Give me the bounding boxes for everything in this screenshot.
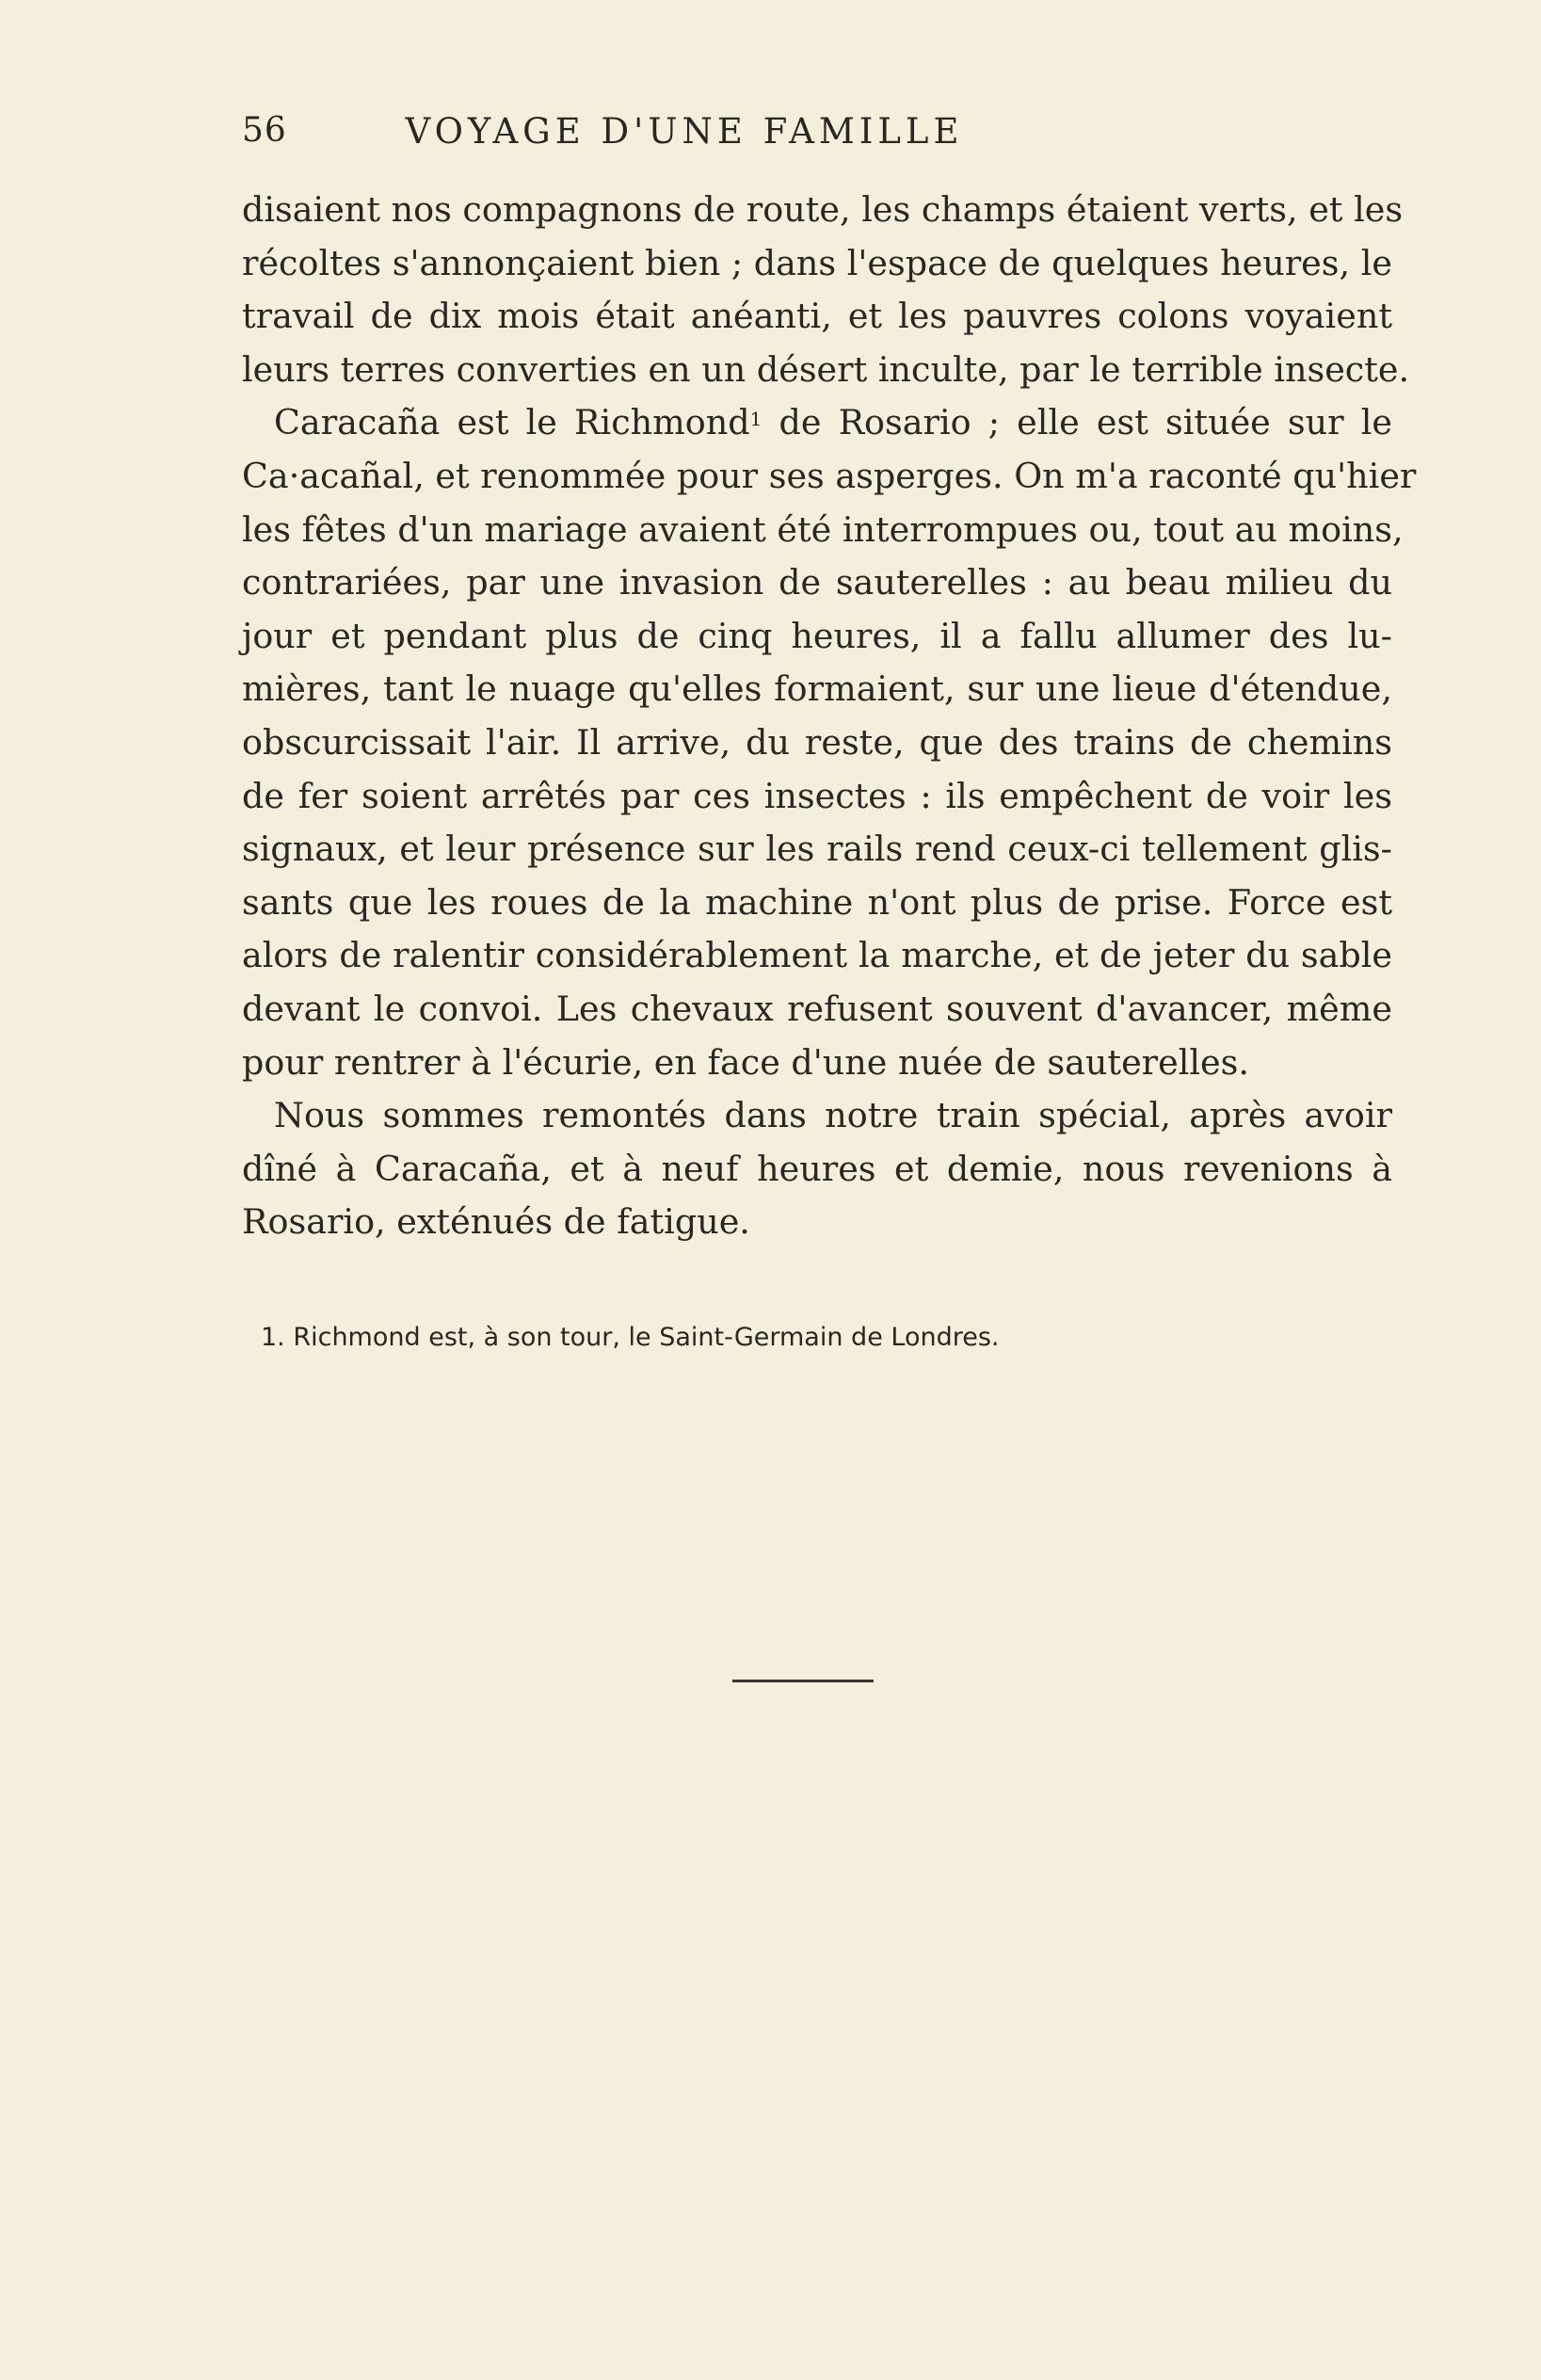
text-line: Nous sommes remontés dans notre train spécial, après avoir bbox=[274, 1095, 1392, 1136]
footnote-reference[interactable]: 1 bbox=[749, 408, 762, 431]
text-line: alors de ralentir considérablement la marche, et de jeter du sable bbox=[242, 935, 1392, 976]
running-head: VOYAGE D'UNE FAMILLE bbox=[405, 111, 964, 152]
page-number: 56 bbox=[242, 111, 287, 150]
footnote: 1. Richmond est, à son tour, le Saint-Germain de Londres. bbox=[261, 1323, 1000, 1352]
text-segment: de Rosario ; elle est située sur le bbox=[762, 402, 1392, 443]
text-line: Ca·acañal, et renommée pour ses asperges. On m'a raconté qu'hier bbox=[242, 455, 1417, 496]
text-line: Rosario, exténués de fatigue. bbox=[242, 1201, 750, 1243]
text-line: travail de dix mois était anéanti, et les pauvres colons voyaient bbox=[242, 296, 1392, 337]
text-line-with-footnote-ref bbox=[242, 396, 1392, 450]
text-line: obscurcissait l'air. Il arrive, du reste, que des trains de chemins bbox=[242, 721, 1392, 763]
text-line: sants que les roues de la machine n'ont plus de prise. Force est bbox=[242, 881, 1392, 923]
text-line: récoltes s'annonçaient bien ; dans l'espace de quelques heures, le bbox=[242, 242, 1392, 283]
text-line: mières, tant le nuage qu'elles formaient, sur une lieue d'étendue, bbox=[242, 668, 1392, 710]
text-line: devant le convoi. Les chevaux refusent souvent d'avancer, même bbox=[242, 988, 1392, 1029]
text-line: pour rentrer à l'écurie, en face d'une nuée de sauterelles. bbox=[242, 1041, 1249, 1083]
text-line: leurs terres converties en un désert inculte, par le terrible insecte. bbox=[242, 348, 1410, 390]
paragraph-3 bbox=[242, 1089, 1392, 1249]
paragraph-1 bbox=[242, 184, 1410, 396]
text-line: de fer soient arrêtés par ces insectes : ils empêchent de voir les bbox=[242, 775, 1392, 816]
end-rule bbox=[732, 1680, 874, 1682]
text-line: signaux, et leur présence sur les rails rend ceux-ci tellement glis- bbox=[242, 828, 1392, 870]
text-line: disaient nos compagnons de route, les champs étaient verts, et les bbox=[242, 189, 1404, 230]
text-segment: Caracaña est le Richmond bbox=[274, 402, 750, 443]
text-line: jour et pendant plus de cinq heures, il a fallu allumer des lu- bbox=[242, 615, 1392, 656]
text-line: les fêtes d'un mariage avaient été interrompues ou, tout au moins, bbox=[242, 508, 1404, 550]
text-line: dîné à Caracaña, et à neuf heures et demie, nous revenions à bbox=[242, 1148, 1392, 1189]
page-header bbox=[242, 111, 1127, 168]
paragraph-2 bbox=[242, 396, 1417, 1089]
text-line: contrariées, par une invasion de sauterelles : au beau milieu du bbox=[242, 562, 1392, 603]
body-text bbox=[242, 184, 1417, 1249]
